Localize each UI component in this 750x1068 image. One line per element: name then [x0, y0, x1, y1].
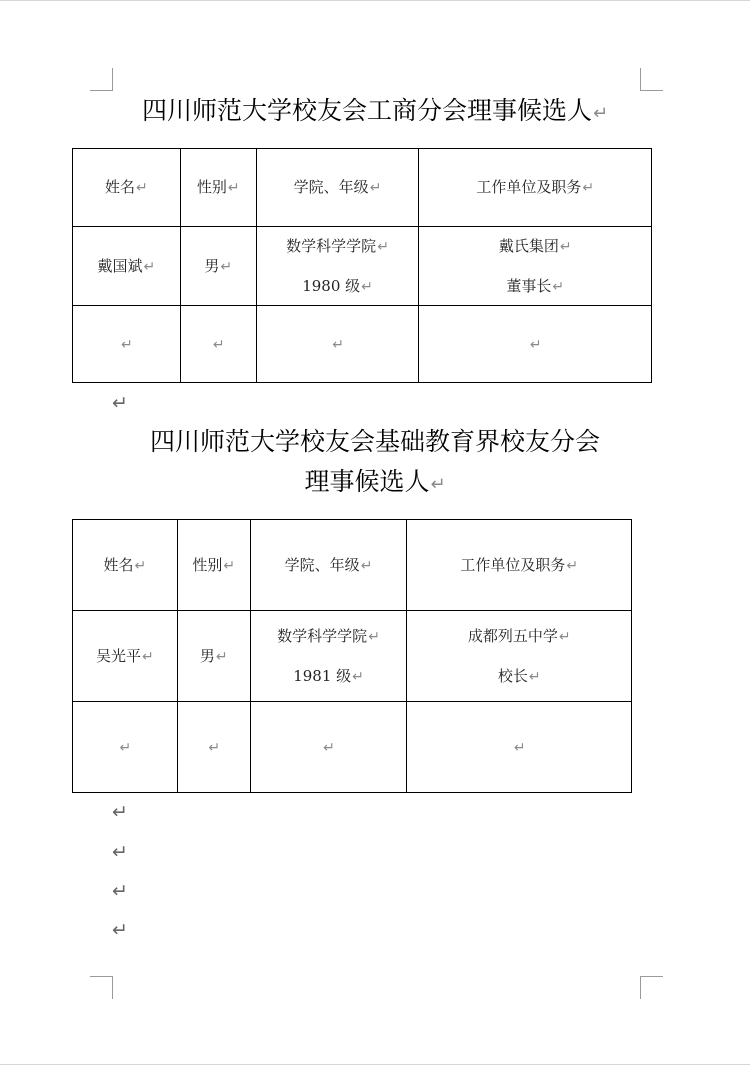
empty-cell[interactable] [180, 306, 256, 383]
return-mark-icon: ↵ [368, 628, 380, 645]
empty-cell[interactable] [73, 306, 181, 383]
header-gender-cell[interactable]: 性别↵ [177, 520, 250, 611]
return-mark-icon: ↵ [352, 668, 364, 685]
table-row-empty [73, 702, 632, 793]
page-bottom-edge [0, 1064, 750, 1065]
return-mark-icon: ↵ [212, 336, 225, 353]
grade-line: 1980 级↵ [302, 276, 373, 295]
crop-mark-top-left [90, 68, 113, 91]
crop-mark-bottom-right [640, 976, 663, 999]
return-mark-icon: ↵ [223, 557, 236, 574]
name-cell[interactable]: 戴国斌↵ [73, 227, 181, 306]
return-mark-icon: ↵ [121, 336, 133, 353]
return-mark-icon: ↵ [582, 180, 595, 196]
section2-title-line1: 四川师范大学校友会基础教育界校友分会 [149, 427, 600, 456]
empty-paragraph-mark-icon[interactable]: ↵ [112, 919, 128, 941]
header-employer-cell[interactable]: 工作单位及职务↵ [407, 520, 632, 611]
empty-cell[interactable] [177, 702, 250, 793]
header-gender-cell[interactable]: 性别↵ [180, 149, 256, 227]
employer-position-cell[interactable] [407, 611, 632, 702]
page-top-edge [0, 0, 750, 1]
employer-line: 戴氏集团↵ [498, 236, 572, 255]
header-employer-cell[interactable]: 工作单位及职务↵ [419, 149, 652, 227]
section1-title[interactable] [60, 91, 690, 134]
table-row [73, 227, 652, 306]
header-college-cell[interactable]: 学院、年级↵ [250, 520, 407, 611]
section1-table [72, 148, 652, 383]
return-mark-icon: ↵ [529, 336, 542, 353]
empty-cell[interactable] [73, 702, 178, 793]
position-line: 董事长↵ [506, 276, 565, 295]
return-mark-icon: ↵ [369, 180, 382, 196]
return-mark-icon: ↵ [566, 557, 579, 574]
return-mark-icon: ↵ [323, 739, 335, 756]
return-mark-icon: ↵ [215, 648, 228, 665]
empty-cell[interactable] [407, 702, 632, 793]
return-mark-icon: ↵ [119, 739, 132, 756]
college-grade-cell[interactable] [250, 611, 407, 702]
position-line: 校长↵ [497, 666, 541, 685]
return-mark-icon: ↵ [227, 180, 240, 196]
grade-line: 1981 级↵ [293, 666, 364, 685]
return-mark-icon: ↵ [143, 258, 156, 275]
return-mark-icon: ↵ [208, 739, 221, 756]
return-mark-icon: ↵ [513, 739, 526, 756]
employer-position-cell[interactable] [419, 227, 652, 306]
table-header-row [73, 149, 652, 227]
return-mark-icon: ↵ [552, 278, 565, 295]
empty-paragraph-mark-icon[interactable]: ↵ [112, 392, 128, 414]
gender-cell[interactable]: 男↵ [180, 227, 256, 306]
return-mark-icon: ↵ [361, 278, 373, 295]
return-mark-icon: ↵ [142, 648, 154, 665]
empty-paragraph-mark-icon[interactable]: ↵ [112, 841, 128, 863]
empty-paragraph-mark-icon[interactable]: ↵ [112, 801, 128, 823]
return-mark-icon: ↵ [430, 474, 446, 495]
return-mark-icon: ↵ [528, 668, 541, 685]
crop-mark-bottom-left [90, 976, 113, 999]
gender-cell[interactable]: 男↵ [177, 611, 250, 702]
return-mark-icon: ↵ [136, 180, 148, 196]
return-mark-icon: ↵ [332, 336, 344, 353]
table-row [73, 611, 632, 702]
return-mark-icon: ↵ [592, 103, 609, 124]
college-grade-cell[interactable] [256, 227, 419, 306]
college-line: 数学科学学院↵ [277, 626, 380, 645]
college-line: 数学科学学院↵ [286, 236, 389, 255]
return-mark-icon: ↵ [220, 258, 233, 275]
table-row-empty [73, 306, 652, 383]
empty-cell[interactable] [250, 702, 407, 793]
empty-cell[interactable] [256, 306, 419, 383]
return-mark-icon: ↵ [377, 238, 389, 255]
table-header-row [73, 520, 632, 611]
section2-table [72, 519, 632, 793]
section1-title-text: 四川师范大学校友会工商分会理事候选人 [141, 96, 592, 125]
header-college-cell[interactable]: 学院、年级↵ [256, 149, 419, 227]
return-mark-icon: ↵ [558, 628, 571, 645]
empty-cell[interactable] [419, 306, 652, 383]
section2-title-line2-wrap [60, 462, 690, 505]
section2-title-line2: 理事候选人 [304, 467, 430, 496]
return-mark-icon: ↵ [559, 238, 572, 255]
empty-paragraph-mark-icon[interactable]: ↵ [112, 880, 128, 902]
return-mark-icon: ↵ [360, 557, 373, 574]
employer-line: 成都列五中学↵ [467, 626, 571, 645]
section2-title[interactable] [60, 422, 690, 505]
crop-mark-top-right [640, 68, 663, 91]
name-cell[interactable]: 吴光平↵ [73, 611, 178, 702]
header-name-cell[interactable]: 姓名↵ [73, 520, 178, 611]
return-mark-icon: ↵ [134, 557, 147, 574]
header-name-cell[interactable]: 姓名↵ [73, 149, 181, 227]
